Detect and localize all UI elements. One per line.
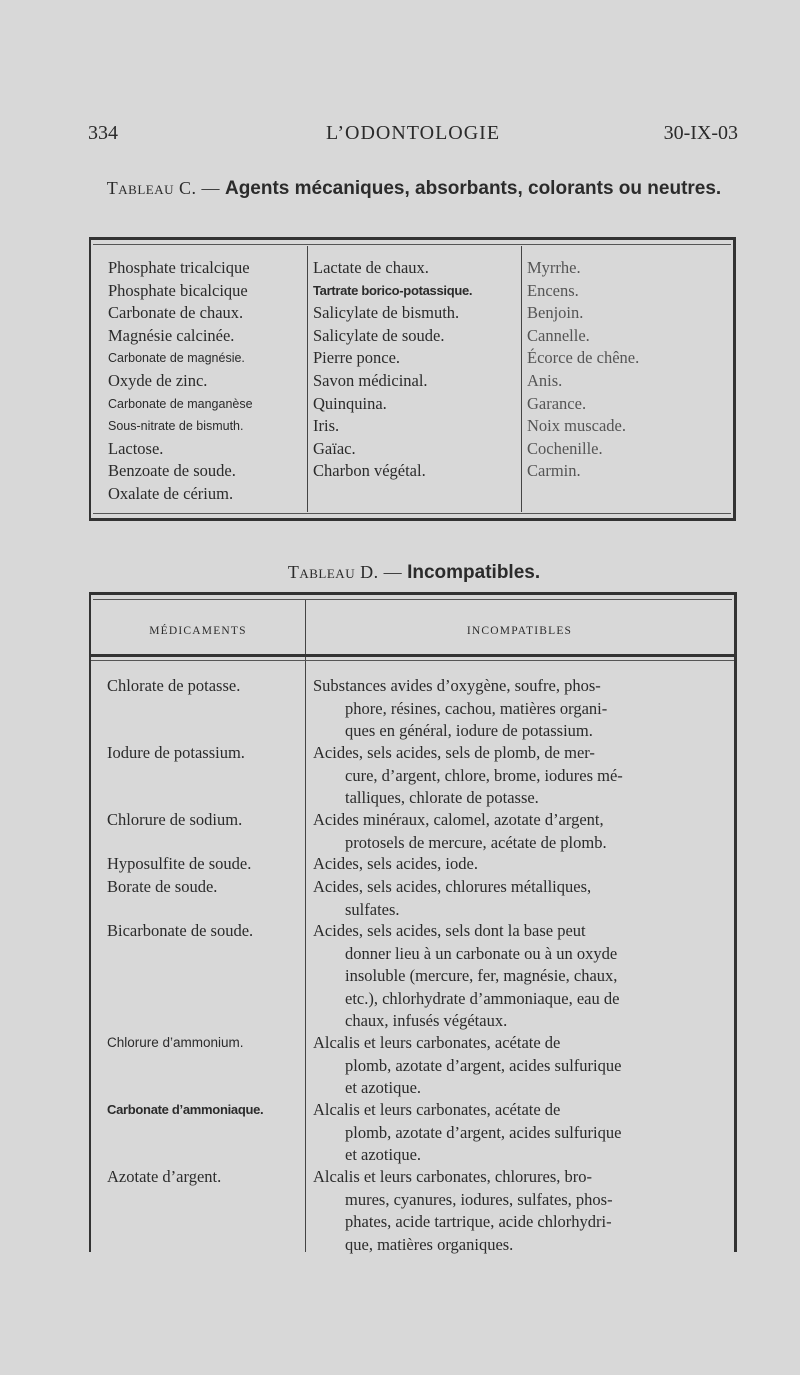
list-item: Phosphate bicalcique: [108, 280, 248, 300]
text-line: phates, acide tartrique, acide chlorhydri-: [345, 1212, 612, 1232]
issue-date: 30-IX-03: [663, 122, 738, 144]
list-item: Pierre ponce.: [313, 348, 401, 368]
text-line: etc.), chlorhydrate d’ammoniaque, eau de: [345, 988, 620, 1008]
list-item: Oxyde de zinc.: [108, 370, 208, 390]
text-line: Acides, sels acides, sels dont la base peut: [313, 921, 586, 940]
list-item: Iris.: [313, 416, 340, 436]
list-item: Gaïac.: [313, 438, 356, 458]
tableau-d-table: [89, 592, 737, 1252]
text-line: et azotique.: [345, 1078, 422, 1098]
list-item: Salicylate de bismuth.: [313, 303, 460, 323]
header-rule: [91, 654, 734, 657]
list-item: Sous-nitrate de bismuth.: [108, 419, 244, 434]
tableau-c-title: Agents mécaniques, absorbants, colorants ou neutres.: [224, 178, 722, 199]
list-item: Carbonate de magnésie.: [108, 351, 245, 366]
incompatibles-text: [313, 876, 723, 921]
incompatibles-text: [313, 742, 723, 810]
text-line: Alcalis et leurs carbonates, chlorures, bro-: [313, 1167, 593, 1186]
tableau-c-column-1: [108, 257, 253, 506]
list-item: Benjoin.: [527, 303, 584, 323]
list-item: Quinquina.: [313, 393, 387, 413]
list-item: Écorce de chêne.: [527, 348, 640, 368]
journal-title: L’ODONTOLOGIE: [325, 122, 501, 144]
text-line: Substances avides d’oxygène, soufre, phos-: [313, 676, 601, 695]
incompatibles-text: [313, 1166, 723, 1256]
text-line: sulfates.: [345, 899, 400, 919]
list-item: Lactose.: [108, 438, 164, 458]
medicament-name: Chlorate de potasse.: [107, 676, 241, 695]
table-rule: [93, 513, 731, 514]
text-line: Alcalis et leurs carbonates, acétate de: [313, 1100, 561, 1119]
incompatibles-text: [313, 809, 723, 854]
tableau-c-label: Tableau C. —: [106, 178, 225, 198]
list-item: Noix muscade.: [527, 416, 626, 436]
page-header: [88, 122, 738, 150]
medicament-name: Borate de soude.: [107, 877, 218, 896]
list-item: Charbon végétal.: [313, 461, 426, 481]
column-divider: [521, 246, 522, 512]
text-line: Acides, sels acides, sels de plomb, de mer-: [313, 743, 595, 762]
list-item: Carmin.: [527, 461, 581, 481]
list-item: Benzoate de soude.: [108, 461, 236, 481]
text-line: et azotique.: [345, 1145, 422, 1165]
incompatibles-text: [313, 853, 723, 876]
text-line: donner lieu à un carbonate ou à un oxyde: [345, 943, 618, 963]
list-item: Anis.: [527, 370, 563, 390]
list-item: Salicylate de soude.: [313, 325, 445, 345]
table-rule: [93, 599, 732, 600]
tableau-c-column-2: [313, 257, 472, 483]
text-line: talliques, chlorate de potasse.: [345, 788, 539, 808]
medicament-name: Hyposulfite de soude.: [107, 854, 252, 873]
list-item: Garance.: [527, 393, 587, 413]
list-item: Encens.: [527, 280, 579, 300]
table-rule: [93, 244, 731, 245]
text-line: Acides, sels acides, chlorures métalliques,: [313, 877, 592, 896]
header-rule: [91, 660, 734, 661]
text-line: mures, cyanures, iodures, sulfates, phos-: [345, 1189, 613, 1209]
tableau-d-caption: [88, 560, 740, 586]
page-number: 334: [88, 122, 118, 144]
text-line: Alcalis et leurs carbonates, acétate de: [313, 1033, 561, 1052]
text-line: Acides minéraux, calomel, azotate d’argent,: [313, 810, 604, 829]
medicament-name: Bicarbonate de soude.: [107, 921, 254, 940]
tableau-c-table: [89, 237, 736, 521]
list-item: Cochenille.: [527, 438, 603, 458]
list-item: Carbonate de manganèse: [108, 396, 253, 411]
medicament-name: Chlorure d’ammonium.: [107, 1035, 244, 1050]
tableau-c-caption: [88, 176, 740, 202]
list-item: Savon médicinal.: [313, 370, 428, 390]
text-line: que, matières organiques.: [345, 1234, 514, 1254]
text-line: plomb, azotate d’argent, acides sulfurique: [345, 1122, 622, 1142]
list-item: Carbonate de chaux.: [108, 303, 244, 323]
medicament-name: Chlorure de sodium.: [107, 810, 243, 829]
incompatibles-text: [313, 1099, 723, 1167]
list-item: Myrrhe.: [527, 258, 581, 277]
list-item: Tartrate borico-potassique.: [313, 282, 473, 298]
column-divider: [307, 246, 308, 512]
incompatibles-text: [313, 1032, 723, 1100]
text-line: chaux, infusés végétaux.: [345, 1011, 508, 1031]
text-line: plomb, azotate d’argent, acides sulfurique: [345, 1055, 622, 1075]
medicament-name: Iodure de potassium.: [107, 743, 245, 762]
text-line: ques en général, iodure de potassium.: [345, 721, 593, 741]
list-item: Oxalate de cérium.: [108, 483, 234, 503]
column-header-incompatibles: INCOMPATIBLES: [466, 625, 573, 637]
text-line: Acides, sels acides, iode.: [313, 854, 478, 873]
list-item: Lactate de chaux.: [313, 258, 429, 277]
text-line: phore, résines, cachou, matières organi-: [345, 698, 608, 718]
tableau-c-column-3: [527, 257, 639, 483]
incompatibles-text: [313, 675, 723, 743]
text-line: cure, d’argent, chlore, brome, iodures mé-: [345, 765, 623, 785]
list-item: Cannelle.: [527, 325, 590, 345]
tableau-d-title: Incompatibles.: [407, 562, 541, 583]
text-line: protosels de mercure, acétate de plomb.: [345, 832, 607, 852]
list-item: Phosphate tricalcique: [108, 258, 250, 277]
medicament-name: Azotate d’argent.: [107, 1167, 222, 1186]
column-divider: [305, 600, 306, 1252]
tableau-d-label: Tableau D. —: [287, 562, 408, 582]
incompatibles-text: [313, 920, 723, 1033]
text-line: insoluble (mercure, fer, magnésie, chaux,: [345, 966, 618, 986]
column-header-medicaments: MÉDICAMENTS: [149, 625, 247, 637]
list-item: Magnésie calcinée.: [108, 325, 235, 345]
medicament-name: Carbonate d’ammoniaque.: [107, 1102, 264, 1117]
